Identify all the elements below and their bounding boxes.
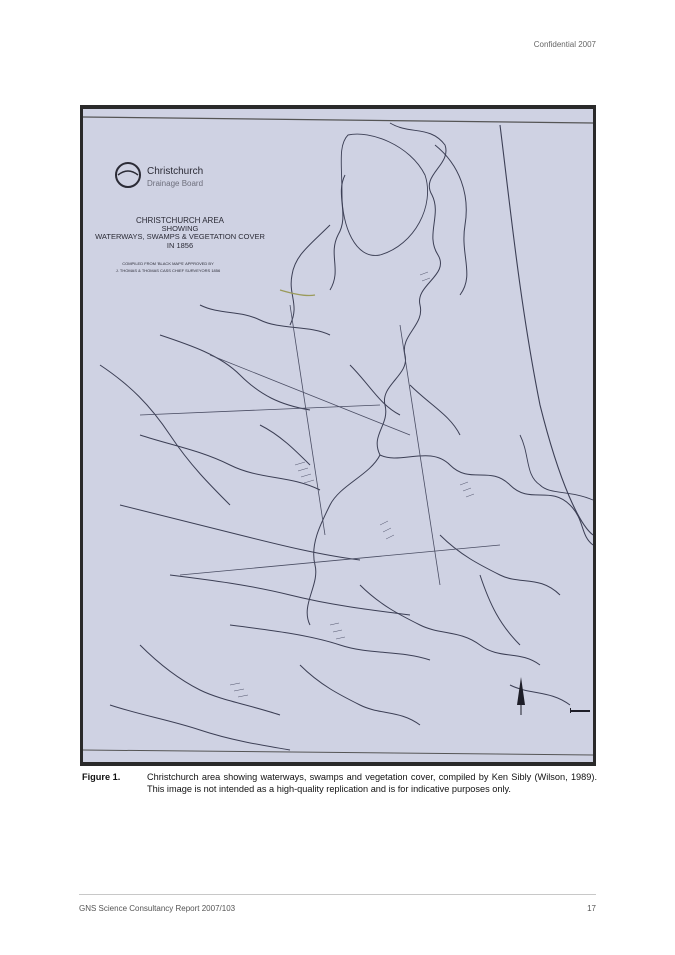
map-org-name: Christchurch [147,166,204,177]
figure-caption [82,772,597,795]
map-compiled-line1: COMPILED FROM 'BLACK MAPS' APPROVED BY [122,261,214,266]
confidential-header: Confidential 2007 [533,40,596,49]
footer-divider [79,894,596,895]
map-org-subtitle: Drainage Board [147,179,204,188]
map-title-line1: CHRISTCHURCH AREA [135,216,225,225]
figure-caption-text: Christchurch area showing waterways, swamps and vegetation cover, compiled by Ken Sibly (Wilson, 1989). This image is not intended as a high-quality replication and is for indicative purposes only. [147,772,597,794]
map-drawing [80,105,596,766]
map-compiled-line2: J. THOMAS & THOMAS CASS CHIEF SURVEYORS 1856 [115,268,221,273]
map-title-line2: SHOWING [161,224,199,233]
map-title-line4: IN 1856 [166,241,194,250]
map-photograph [80,105,596,766]
figure-label: Figure 1. [82,772,121,782]
page-number: 17 [587,904,596,913]
map-title-line3: WATERWAYS, SWAMPS & VEGETATION COVER [95,232,265,241]
footer-report-id: GNS Science Consultancy Report 2007/103 [79,904,236,913]
